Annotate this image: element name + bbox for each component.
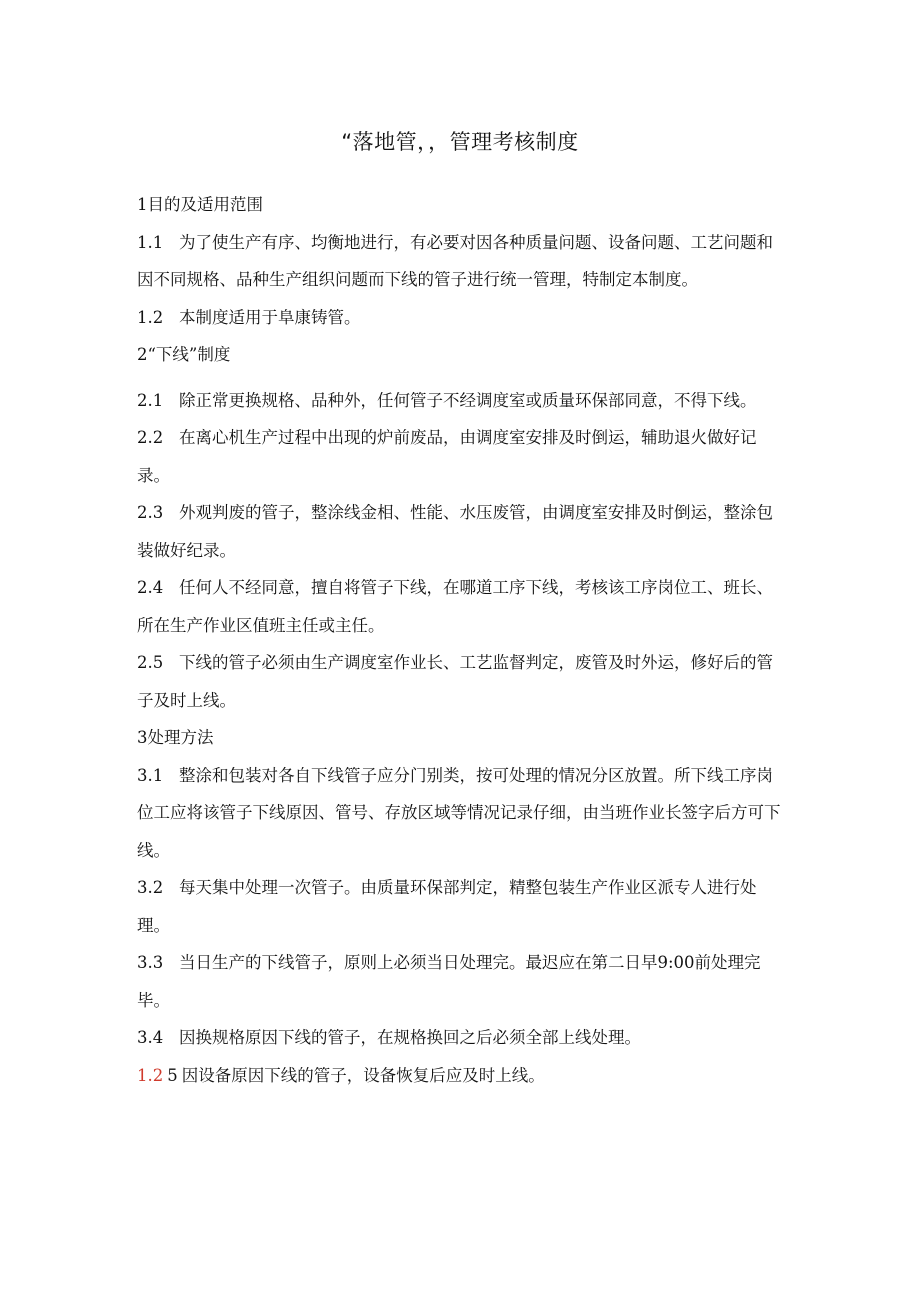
clause-text: 下线的管子必须由生产调度室作业长、工艺监督判定，废管及时外运，修好后的管子及时上线。 bbox=[137, 653, 773, 710]
clause-2-4 bbox=[137, 569, 787, 644]
section-heading-3: 3处理方法 bbox=[137, 728, 214, 747]
clause-number: 2.4 bbox=[137, 578, 164, 597]
clause-number: 3.2 bbox=[137, 878, 164, 897]
section-heading-1: 1目的及适用范围 bbox=[137, 195, 263, 214]
clause-2-1 bbox=[137, 382, 787, 420]
clause-2-2 bbox=[137, 419, 787, 494]
clause-3-1 bbox=[137, 757, 787, 870]
clause-2-5 bbox=[137, 644, 787, 719]
clause-1-2 bbox=[137, 299, 787, 337]
clause-text: 每天集中处理一次管子。由质量环保部判定，精整包装生产作业区派专人进行处理。 bbox=[137, 878, 757, 935]
clause-number: 3.1 bbox=[137, 765, 164, 785]
document-title: “落地管，，管理考核制度 bbox=[341, 130, 579, 154]
clause-3-5 bbox=[137, 1057, 787, 1095]
clause-number: 1.2 bbox=[137, 307, 164, 327]
clause-text: 外观判废的管子，整涂线金相、性能、水压废管，由调度室安排及时倒运，整涂包装做好纪录。 bbox=[137, 503, 773, 560]
clause-number: 1.1 bbox=[137, 232, 164, 252]
clause-text: 除正常更换规格、品种外，任何管子不经调度室或质量环保部同意，不得下线。 bbox=[179, 390, 757, 410]
clause-number: 3.3 bbox=[137, 953, 164, 972]
clause-text: 整涂和包装对各自下线管子应分门别类，按可处理的情况分区放置。所下线工序岗位工应将该管子下线原因、管号、存放区域等情况记录仔细，由当班作业长签字后方可下线。 bbox=[137, 765, 781, 860]
clause-number: 2.1 bbox=[137, 390, 164, 410]
clause-3-4 bbox=[137, 1019, 787, 1057]
clause-number: 2.2 bbox=[137, 428, 164, 447]
clause-number-red: 1.2 bbox=[137, 1065, 164, 1085]
clause-number: 3.4 bbox=[137, 1028, 164, 1047]
clause-3-2 bbox=[137, 869, 787, 944]
clause-number: 5 bbox=[167, 1065, 178, 1085]
section-heading-2: 2“下线”制度 bbox=[137, 345, 231, 364]
clause-number: 2.3 bbox=[137, 503, 164, 522]
clause-text: 因设备原因下线的管子，设备恢复后应及时上线。 bbox=[181, 1065, 545, 1085]
clause-text: 因换规格原因下线的管子，在规格换回之后必须全部上线处理。 bbox=[179, 1028, 641, 1047]
clause-text: 任何人不经同意，擅自将管子下线，在哪道工序下线，考核该工序岗位工、班长、所在生产作业区值班主任或主任。 bbox=[137, 578, 773, 635]
clause-2-3 bbox=[137, 494, 787, 569]
document-body bbox=[137, 186, 787, 1094]
clause-number: 2.5 bbox=[137, 653, 164, 672]
clause-text: 在离心机生产过程中出现的炉前废品，由调度室安排及时倒运，辅助退火做好记录。 bbox=[137, 428, 757, 485]
clause-text: 为了使生产有序、均衡地进行，有必要对因各种质量问题、设备问题、工艺问题和因不同规格、品种生产组织问题而下线的管子进行统一管理，特制定本制度。 bbox=[137, 232, 773, 289]
clause-text: 本制度适用于阜康铸管。 bbox=[179, 307, 361, 327]
clause-3-3 bbox=[137, 944, 787, 1019]
clause-text: 当日生产的下线管子，原则上必须当日处理完。最迟应在第二日早9:00前处理完毕。 bbox=[137, 953, 761, 1010]
clause-1-1 bbox=[137, 224, 787, 299]
